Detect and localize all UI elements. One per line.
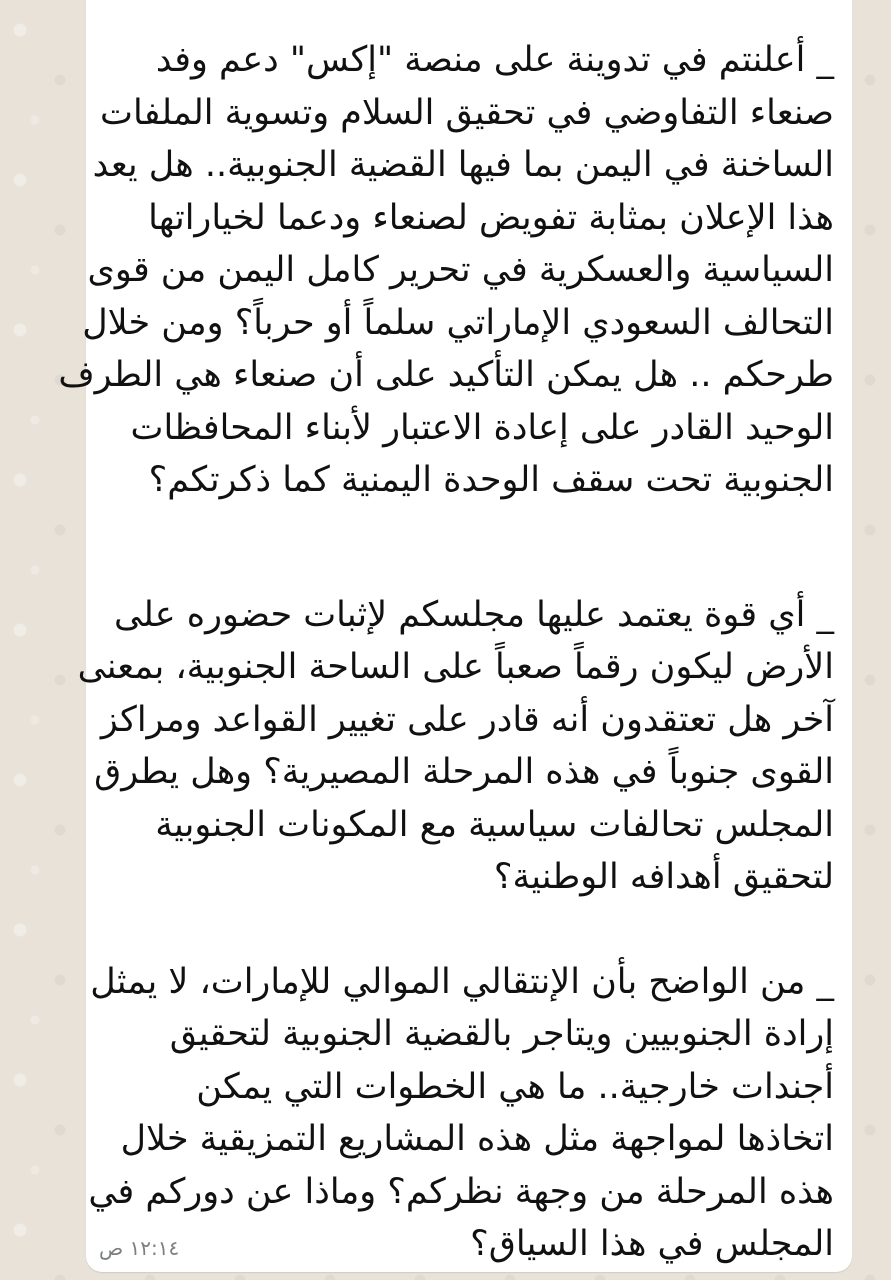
message-line: الوحيد القادر على إعادة الاعتبار لأبناء المحافظات — [130, 407, 834, 448]
message-line: _ من الواضح بأن الإنتقالي الموالي للإمارات، لا يمثل — [90, 961, 834, 1002]
message-line: إرادة الجنوبيين ويتاجر بالقضية الجنوبية لتحقيق — [169, 1014, 834, 1054]
question-paragraph-1 — [58, 34, 834, 507]
message-line: التحالف السعودي الإماراتي سلماً أو حرباً؟ ومن خلال — [82, 302, 834, 343]
message-line: اتخاذها لمواجهة مثل هذه المشاريع التمزيقية خلال — [120, 1119, 834, 1159]
message-line: الأرض ليكون رقماً صعباً على الساحة الجنوبية، بمعنى — [77, 647, 834, 687]
message-line: القوى جنوباً في هذه المرحلة المصيرية؟ وهل يطرق — [94, 752, 834, 792]
message-line: هذا الإعلان بمثابة تفويض لصنعاء ودعما لخياراتها — [148, 197, 834, 238]
message-line: المجلس تحالفات سياسية مع المكونات الجنوبية — [155, 804, 834, 845]
message-line: صنعاء التفاوضي في تحقيق السلام وتسوية الملفات — [100, 92, 834, 133]
message-text — [58, 34, 834, 1271]
question-paragraph-3 — [88, 956, 834, 1271]
paragraph-spacer — [102, 904, 834, 956]
message-line: السياسية والعسكرية في تحرير كامل اليمن من قوى — [87, 250, 834, 290]
question-paragraph-2 — [77, 589, 834, 904]
message-line: _ أعلنتم في تدوينة على منصة "إكس" دعم وفد — [155, 40, 834, 80]
message-timestamp: ١٢:١٤ ص — [99, 1236, 180, 1260]
message-line: هذه المرحلة من وجهة نظركم؟ وماذا عن دوركم في — [88, 1171, 834, 1212]
message-line: طرحكم .. هل يمكن التأكيد على أن صنعاء هي الطرف — [58, 355, 834, 395]
message-line: لتحقيق أهدافه الوطنية؟ — [493, 857, 834, 897]
message-line: آخر هل تعتقدون أنه قادر على تغيير القواعد ومراكز — [100, 699, 834, 740]
paragraph-spacer — [102, 507, 834, 589]
message-line: _ أي قوة يعتمد عليها مجلسكم لإثبات حضوره على — [114, 594, 834, 635]
message-line: الجنوبية تحت سقف الوحدة اليمنية كما ذكرتكم؟ — [148, 460, 834, 500]
message-line: المجلس في هذا السياق؟ — [470, 1224, 834, 1264]
message-line: الساخنة في اليمن بما فيها القضية الجنوبية.. هل يعد — [92, 145, 834, 185]
message-line: أجندات خارجية.. ما هي الخطوات التي يمكن — [196, 1066, 834, 1107]
